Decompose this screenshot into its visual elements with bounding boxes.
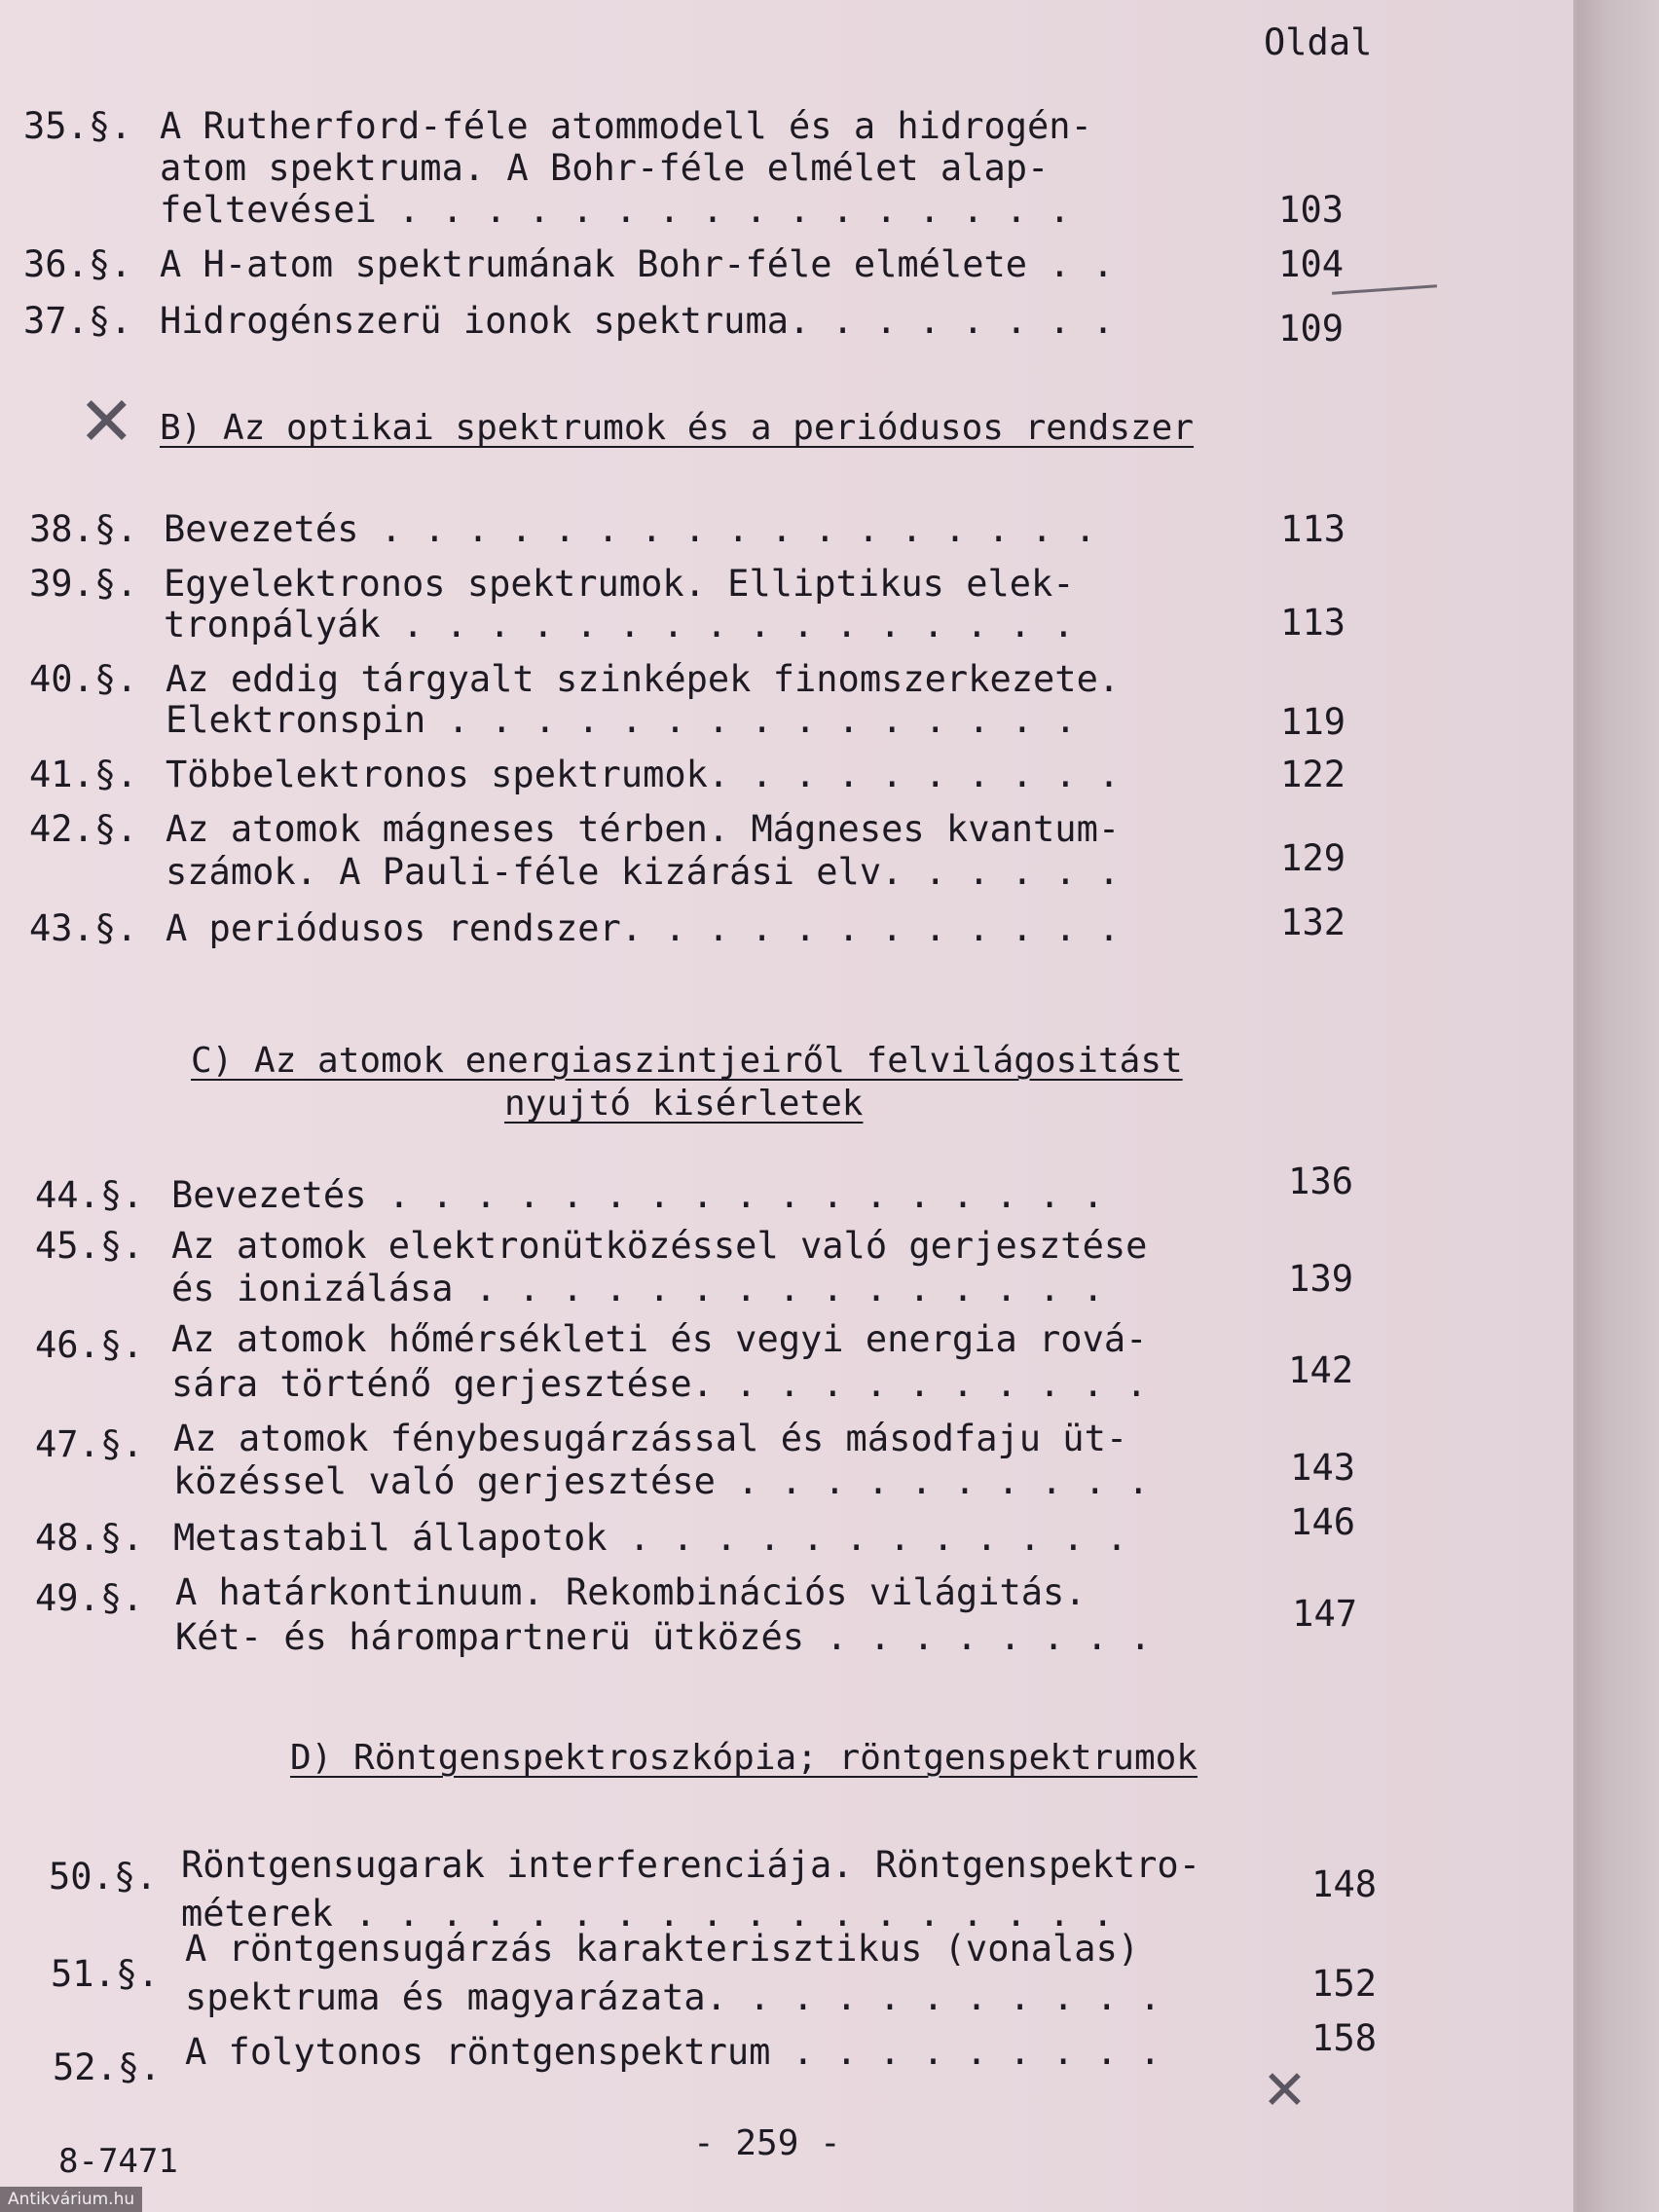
entry-50-number: 50.§. xyxy=(49,1856,158,1898)
section-heading-c-line-2: nyujtó kisérletek xyxy=(504,1084,864,1124)
entry-42-line-2: számok. A Pauli-féle kizárási elv. . . . . . xyxy=(166,851,1121,893)
entry-49-line-1: A határkontinuum. Rekombinációs világitás. xyxy=(175,1571,1087,1613)
entry-37-line-1: Hidrogénszerü ionok spektruma. . . . . . . . xyxy=(160,300,1115,342)
entry-46-number: 46.§. xyxy=(35,1324,144,1366)
entry-48-number: 48.§. xyxy=(35,1517,144,1559)
entry-41-line-1: Többelektronos spektrumok. . . . . . . . . . xyxy=(166,754,1121,795)
footer-page-number: - 259 - xyxy=(693,2123,841,2163)
entry-42-page: 129 xyxy=(1280,837,1346,879)
entry-46-page: 142 xyxy=(1288,1349,1353,1391)
entry-49-page: 147 xyxy=(1292,1593,1357,1635)
entry-35-page: 103 xyxy=(1278,189,1344,231)
watermark: Antikvárium.hu xyxy=(0,2187,142,2212)
entry-52-number: 52.§. xyxy=(53,2046,162,2088)
entry-44-line-1: Bevezetés . . . . . . . . . . . . . . . . . xyxy=(171,1174,1104,1216)
entry-44-number: 44.§. xyxy=(35,1174,144,1216)
entry-40-page: 119 xyxy=(1280,701,1346,743)
pencil-cross-mark-bottom: ✕ xyxy=(1262,2059,1308,2122)
entry-35-line-3: feltevései . . . . . . . . . . . . . . . . xyxy=(160,189,1071,231)
entry-42-line-1: Az atomok mágneses térben. Mágneses kvantum- xyxy=(166,808,1121,850)
entry-50-page: 148 xyxy=(1311,1863,1377,1905)
entry-50-line-1: Röntgensugarak interferenciája. Röntgenspektro- xyxy=(181,1844,1200,1886)
section-heading-d: D) Röntgenspektroszkópia; röntgenspektrumok xyxy=(290,1738,1198,1778)
entry-51-line-2: spektruma és magyarázata. . . . . . . . . . . xyxy=(185,1976,1161,2018)
entry-35-number: 35.§. xyxy=(23,105,132,147)
entry-43-number: 43.§. xyxy=(29,907,138,949)
entry-51-line-1: A röntgensugárzás karakterisztikus (vonalas) xyxy=(185,1928,1140,1970)
entry-36-page: 104 xyxy=(1278,243,1344,285)
entry-40-number: 40.§. xyxy=(29,658,138,700)
entry-39-line-1: Egyelektronos spektrumok. Elliptikus elek- xyxy=(164,563,1075,605)
entry-49-line-2: Két- és hárompartnerü ütközés . . . . . . . . xyxy=(175,1616,1152,1658)
entry-39-number: 39.§. xyxy=(29,563,138,605)
entry-46-line-2: sára történő gerjesztése. . . . . . . . . . . xyxy=(171,1363,1148,1405)
entry-48-page: 146 xyxy=(1290,1501,1355,1543)
entry-39-page: 113 xyxy=(1280,602,1346,644)
entry-45-line-2: és ionizálása . . . . . . . . . . . . . . . xyxy=(171,1268,1104,1309)
entry-46-line-1: Az atomok hőmérsékleti és vegyi energia rová- xyxy=(171,1318,1148,1360)
entry-40-line-1: Az eddig tárgyalt szinképek finomszerkezete. xyxy=(166,658,1121,700)
entry-45-line-1: Az atomok elektronütközéssel való gerjesztése xyxy=(171,1225,1148,1267)
entry-51-number: 51.§. xyxy=(51,1953,160,1995)
entry-38-page: 113 xyxy=(1280,508,1346,550)
entry-45-number: 45.§. xyxy=(35,1225,144,1267)
entry-36-line-1: A H-atom spektrumának Bohr-féle elmélete . . xyxy=(160,243,1115,285)
book-binding xyxy=(1577,0,1659,2212)
entry-42-number: 42.§. xyxy=(29,808,138,850)
entry-48-line-1: Metastabil állapotok . . . . . . . . . . . . xyxy=(173,1517,1128,1559)
entry-47-line-1: Az atomok fénybesugárzással és másodfaju üt- xyxy=(173,1418,1128,1459)
section-heading-c-line-1: C) Az atomok energiaszintjeiről felvilágositást xyxy=(191,1041,1183,1081)
entry-50-line-2: méterek . . . . . . . . . . . . . . . . . . xyxy=(181,1893,1114,1935)
entry-37-number: 37.§. xyxy=(23,300,132,342)
entry-52-page: 158 xyxy=(1311,2017,1377,2059)
entry-45-page: 139 xyxy=(1288,1258,1353,1300)
entry-38-line-1: Bevezetés . . . . . . . . . . . . . . . . . xyxy=(164,508,1096,550)
entry-39-line-2: tronpályák . . . . . . . . . . . . . . . . xyxy=(164,604,1075,645)
entry-47-page: 143 xyxy=(1290,1447,1355,1489)
page-column-header: Oldal xyxy=(1264,21,1373,63)
entry-35-line-2: atom spektruma. A Bohr-féle elmélet alap- xyxy=(160,147,1050,189)
section-heading-b: B) Az optikai spektrumok és a periódusos rendszer xyxy=(160,408,1195,448)
entry-41-page: 122 xyxy=(1280,754,1346,795)
entry-47-number: 47.§. xyxy=(35,1423,144,1465)
entry-38-number: 38.§. xyxy=(29,508,138,550)
entry-41-number: 41.§. xyxy=(29,754,138,795)
entry-43-page: 132 xyxy=(1280,902,1346,943)
entry-49-number: 49.§. xyxy=(35,1577,144,1619)
entry-44-page: 136 xyxy=(1288,1161,1353,1202)
entry-37-page: 109 xyxy=(1278,308,1344,350)
entry-40-line-2: Elektronspin . . . . . . . . . . . . . . . xyxy=(166,699,1077,741)
pencil-cross-mark: ✕ xyxy=(78,382,135,461)
entry-47-line-2: közéssel való gerjesztése . . . . . . . . . . xyxy=(173,1460,1150,1502)
footer-code: 8-7471 xyxy=(58,2142,178,2181)
entry-35-line-1: A Rutherford-féle atommodell és a hidrogén- xyxy=(160,105,1092,147)
entry-52-line-1: A folytonos röntgenspektrum . . . . . . . . . xyxy=(185,2031,1161,2073)
entry-43-line-1: A periódusos rendszer. . . . . . . . . . . . xyxy=(166,907,1121,949)
entry-36-number: 36.§. xyxy=(23,243,132,285)
entry-51-page: 152 xyxy=(1311,1963,1377,2005)
